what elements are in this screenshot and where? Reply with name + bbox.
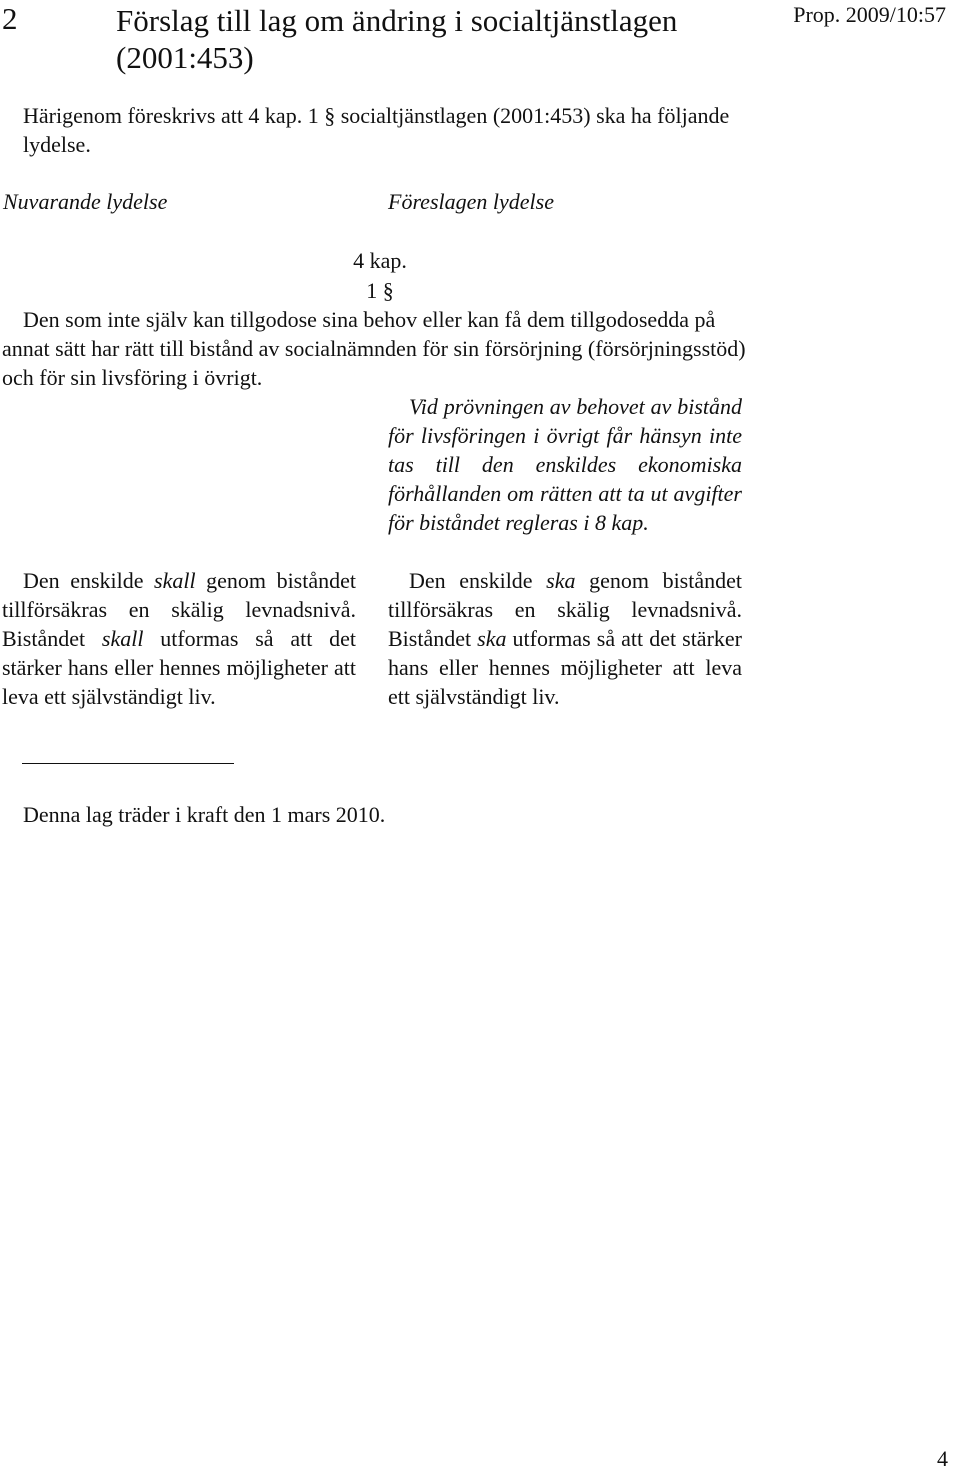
section-number: 2: [2, 1, 18, 36]
proposition-reference: Prop. 2009/10:57: [793, 2, 946, 27]
unchanged-paragraph: [2, 305, 746, 392]
current-text-part: genom biståndet tillförsäkras en skälig levnadsnivå. Biståndet: [2, 568, 356, 651]
proposed-wording-label: Föreslagen lydelse: [388, 189, 554, 214]
proposed-text-part: utformas så att det stärker hans eller hennes möjligheter att leva ett självständigt liv.: [388, 626, 742, 709]
effective-date-clause: Denna lag träder i kraft den 1 mars 2010.: [23, 802, 386, 827]
current-text-part: utformas så att det stärker hans eller hennes möjligheter att leva ett självständigt liv.: [2, 626, 356, 709]
current-wording-label: Nuvarande lydelse: [3, 189, 168, 214]
section-heading: 1 §: [366, 278, 394, 303]
proposed-text-part: genom biståndet tillförsäkras en skälig levnadsnivå. Biståndet: [388, 568, 742, 651]
proposed-paragraph: [388, 566, 742, 711]
current-paragraph: [2, 566, 356, 711]
current-changed-word: skall: [154, 568, 196, 593]
page-number: 4: [937, 1446, 948, 1471]
intro-paragraph: Härigenom föreskrivs att 4 kap. 1 § socialtjänstlagen (2001:453) ska ha följande lydelse.: [23, 103, 730, 157]
unchanged-paragraph-text: Den som inte själv kan tillgodose sina behov eller kan få dem tillgodosedda på annat sätt har rätt till bistånd av socialnämnden för sin försörjning (försörjningsstöd) och för sin livsföring i övrigt.: [2, 307, 746, 390]
chapter-heading: 4 kap.: [353, 248, 407, 273]
current-text-part: Den enskilde: [23, 568, 155, 593]
proposed-text-part: Den enskilde: [409, 568, 547, 593]
proposed-changed-word: ska: [477, 626, 507, 651]
proposed-changed-word: ska: [546, 568, 576, 593]
separator-rule: [22, 763, 234, 764]
current-changed-word: skall: [101, 626, 144, 651]
proposed-new-paragraph: Vid prövningen av behovet av bistånd för livsföringen i övrigt får hänsyn inte tas till den enskildes ekonomiska förhållanden om rätten att ta ut avgifter för biståndet regleras i 8 kap.: [388, 394, 742, 535]
section-title: Förslag till lag om ändring i socialtjänstlagen (2001:453): [116, 3, 678, 75]
